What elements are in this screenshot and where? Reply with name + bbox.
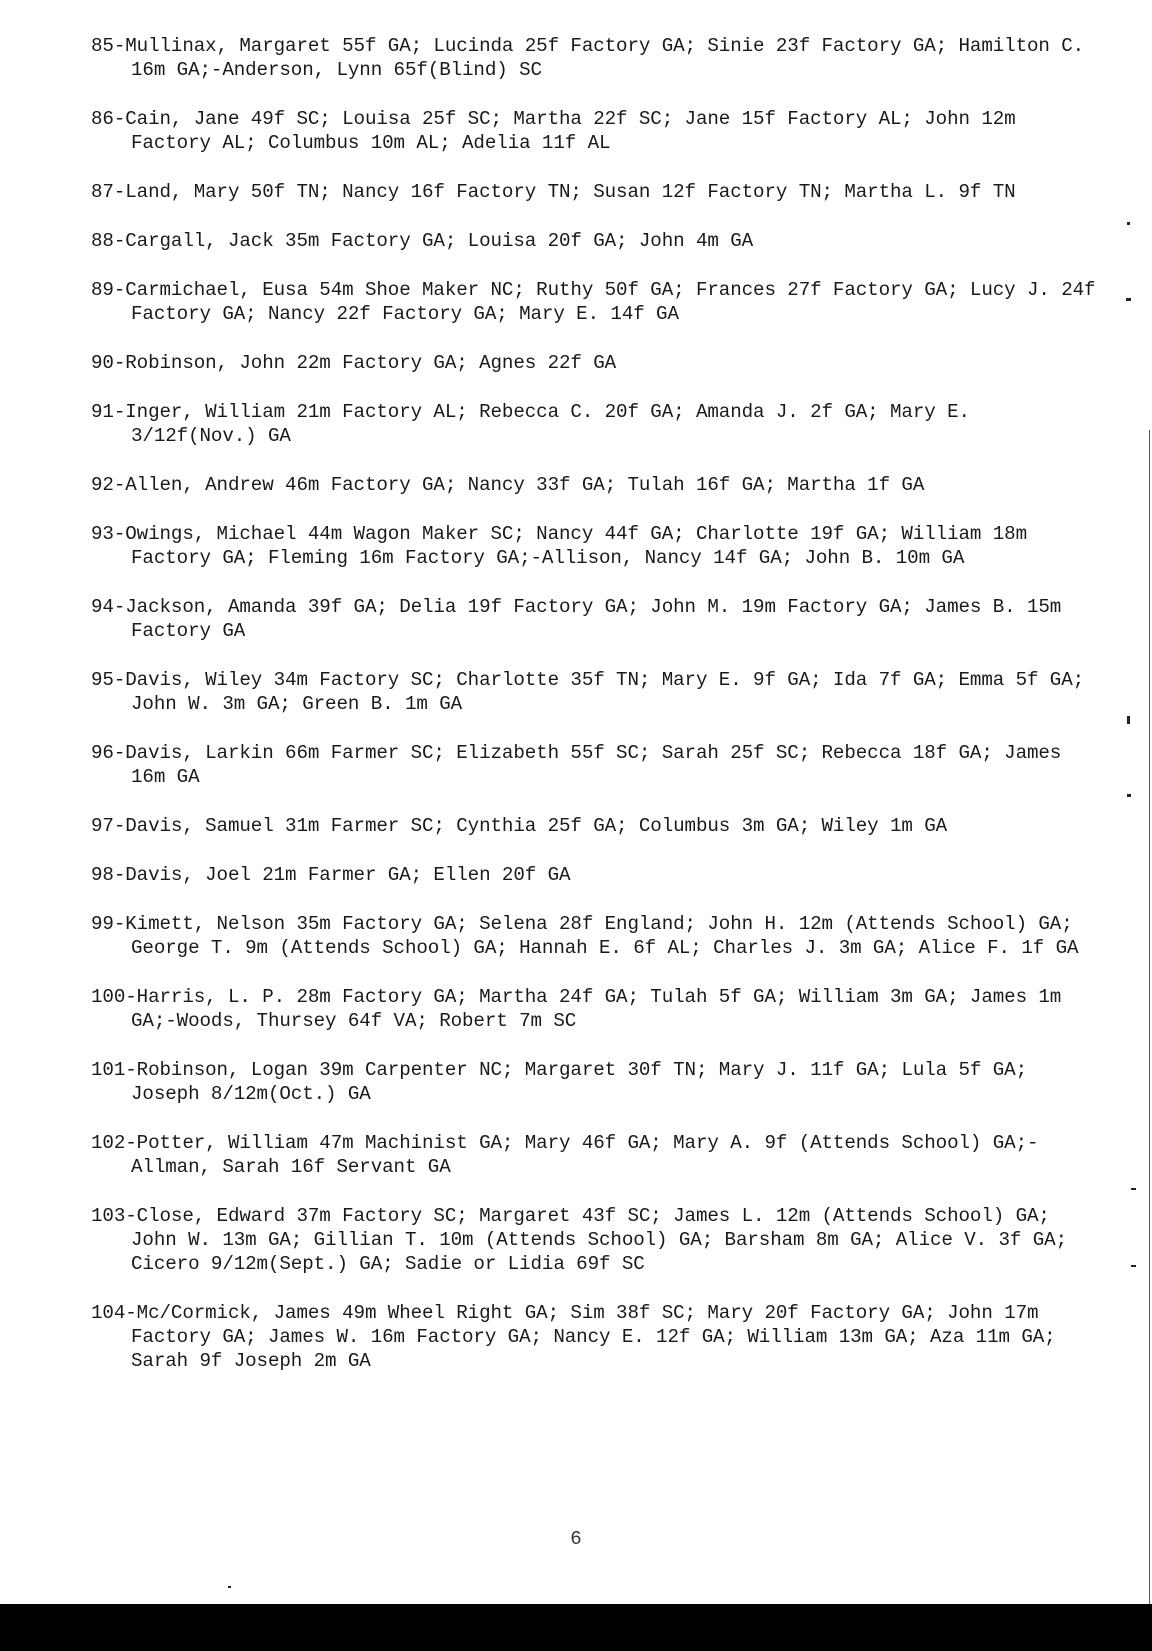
scan-speck: [1131, 1188, 1136, 1190]
census-entry-88: 88-Cargall, Jack 35m Factory GA; Louisa 20f GA; John 4m GA: [91, 230, 754, 252]
census-entry-98: 98-Davis, Joel 21m Farmer GA; Ellen 20f GA: [91, 864, 571, 886]
census-entry-91: 91-Inger, William 21m Factory AL; Rebecca C. 20f GA; Amanda J. 2f GA; Mary E. 3/12f(Nov.) GA: [91, 401, 970, 447]
census-entry-87: 87-Land, Mary 50f TN; Nancy 16f Factory TN; Susan 12f Factory TN; Martha L. 9f TN: [91, 181, 1016, 203]
scan-speck: [228, 1586, 231, 1588]
census-entry-99: 99-Kimett, Nelson 35m Factory GA; Selena 28f England; John H. 12m (Attends School) GA; George T. 9m (Attends School) GA; Hannah E. 6f AL; Charles J. 3m GA; Alice F. 1f GA: [91, 913, 1079, 959]
scan-speck: [1127, 716, 1130, 724]
census-entry-89: 89-Carmichael, Eusa 54m Shoe Maker NC; Ruthy 50f GA; Frances 27f Factory GA; Lucy J. 24f Factory GA; Nancy 22f Factory GA; Mary E. 14f GA: [91, 279, 1096, 325]
page-number: 6: [570, 1528, 582, 1550]
census-entry-100: 100-Harris, L. P. 28m Factory GA; Martha 24f GA; Tulah 5f GA; William 3m GA; James 1m GA;-Woods, Thursey 64f VA; Robert 7m SC: [91, 986, 1062, 1032]
scan-speck: [1127, 222, 1130, 225]
census-entry-97: 97-Davis, Samuel 31m Farmer SC; Cynthia 25f GA; Columbus 3m GA; Wiley 1m GA: [91, 815, 948, 837]
scan-bottom-border: [0, 1604, 1152, 1651]
census-entry-85: 85-Mullinax, Margaret 55f GA; Lucinda 25f Factory GA; Sinie 23f Factory GA; Hamilton C. 16m GA;-Anderson, Lynn 65f(Blind) SC: [91, 35, 1085, 81]
census-entry-102: 102-Potter, William 47m Machinist GA; Mary 46f GA; Mary A. 9f (Attends School) GA;-Allman, Sarah 16f Servant GA: [91, 1132, 1039, 1178]
scan-speck: [1131, 1265, 1136, 1267]
census-entry-92: 92-Allen, Andrew 46m Factory GA; Nancy 33f GA; Tulah 16f GA; Martha 1f GA: [91, 474, 925, 496]
census-entry-94: 94-Jackson, Amanda 39f GA; Delia 19f Factory GA; John M. 19m Factory GA; James B. 15m Factory GA: [91, 596, 1062, 642]
scan-speck: [1127, 794, 1131, 797]
census-entry-103: 103-Close, Edward 37m Factory SC; Margaret 43f SC; James L. 12m (Attends School) GA; John W. 13m GA; Gillian T. 10m (Attends School) GA; Barsham 8m GA; Alice V. 3f GA; Cicero 9/12m(Sept.) GA; Sadie or Lidia 69f SC: [91, 1205, 1067, 1275]
census-entry-104: 104-Mc/Cormick, James 49m Wheel Right GA; Sim 38f SC; Mary 20f Factory GA; John 17m Factory GA; James W. 16m Factory GA; Nancy E. 12f GA; William 13m GA; Aza 11m GA; Sarah 9f Joseph 2m GA: [91, 1302, 1056, 1372]
census-entry-86: 86-Cain, Jane 49f SC; Louisa 25f SC; Martha 22f SC; Jane 15f Factory AL; John 12m Factory AL; Columbus 10m AL; Adelia 11f AL: [91, 108, 1016, 154]
census-entry-101: 101-Robinson, Logan 39m Carpenter NC; Margaret 30f TN; Mary J. 11f GA; Lula 5f GA; Joseph 8/12m(Oct.) GA: [91, 1059, 1027, 1105]
census-entry-95: 95-Davis, Wiley 34m Factory SC; Charlotte 35f TN; Mary E. 9f GA; Ida 7f GA; Emma 5f GA; John W. 3m GA; Green B. 1m GA: [91, 669, 1085, 715]
census-entry-90: 90-Robinson, John 22m Factory GA; Agnes 22f GA: [91, 352, 617, 374]
scan-speck: [1126, 298, 1131, 301]
scan-border-line: [1149, 430, 1150, 1604]
census-entry-96: 96-Davis, Larkin 66m Farmer SC; Elizabeth 55f SC; Sarah 25f SC; Rebecca 18f GA; James 16m GA: [91, 742, 1062, 788]
census-entry-93: 93-Owings, Michael 44m Wagon Maker SC; Nancy 44f GA; Charlotte 19f GA; William 18m Factory GA; Fleming 16m Factory GA;-Allison, Nancy 14f GA; John B. 10m GA: [91, 523, 1027, 569]
census-entries: [60, 34, 1100, 1398]
